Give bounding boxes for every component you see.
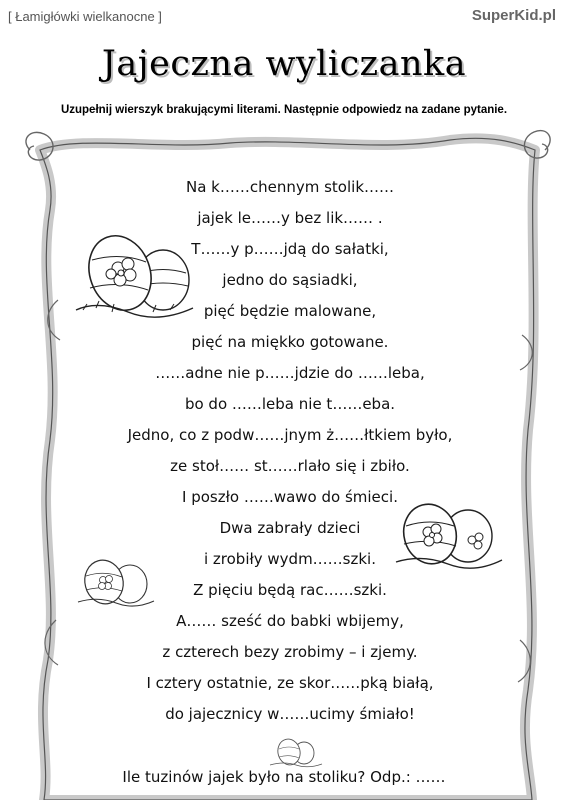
site-brand: SuperKid.pl	[471, 7, 556, 24]
poem-line: T……y p……jdą do sałatki,	[191, 240, 389, 258]
poem-line: jajek le……y bez lik…… .	[197, 209, 383, 227]
question-text: Ile tuzinów jajek było na stoliku? Odp.: ……	[122, 768, 446, 786]
poem-line: I poszło ……wawo do śmieci.	[182, 488, 398, 506]
easter-eggs-tiny-bottom-icon	[268, 738, 324, 768]
poem-line: Z pięciu będą rac……szki.	[193, 581, 387, 599]
top-bar	[0, 0, 568, 30]
category-label: [ Łamigłówki wielkanocne ]	[8, 9, 162, 24]
poem-line: Na k……chennym stolik……	[185, 178, 394, 196]
poem-line: ……adne nie p……jdzie do ……leba,	[155, 364, 425, 382]
poem-line: bo do ……leba nie t……eba.	[184, 395, 396, 413]
poem-line: Jedno, co z podw……jnym ż……łtkiem było,	[127, 426, 453, 444]
poem-line: jedno do sąsiadki,	[222, 271, 358, 289]
poem-line: I cztery ostatnie, ze skor……pką białą,	[146, 674, 434, 692]
poem-line: z czterech bezy zrobimy – i zjemy.	[162, 643, 418, 661]
instruction-text: Uzupełnij wierszyk brakującymi literami. Następnie odpowiedz na zadane pytanie.	[60, 104, 508, 116]
poem-line: pięć na miękko gotowane.	[191, 333, 389, 351]
poem-line: do jajecznicy w……ucimy śmiało!	[165, 705, 415, 723]
poem-line: ze stoł…… st……rlało się i zbiło.	[170, 457, 410, 475]
poem	[60, 175, 520, 733]
poem-line: pięć będzie malowane,	[203, 302, 377, 320]
page-title: Jajeczna wyliczanka	[101, 44, 467, 84]
poem-line: i zrobiły wydm……szki.	[203, 550, 376, 568]
poem-line: Dwa zabrały dzieci	[219, 519, 361, 537]
poem-line: A…… sześć do babki wbijemy,	[176, 612, 404, 630]
